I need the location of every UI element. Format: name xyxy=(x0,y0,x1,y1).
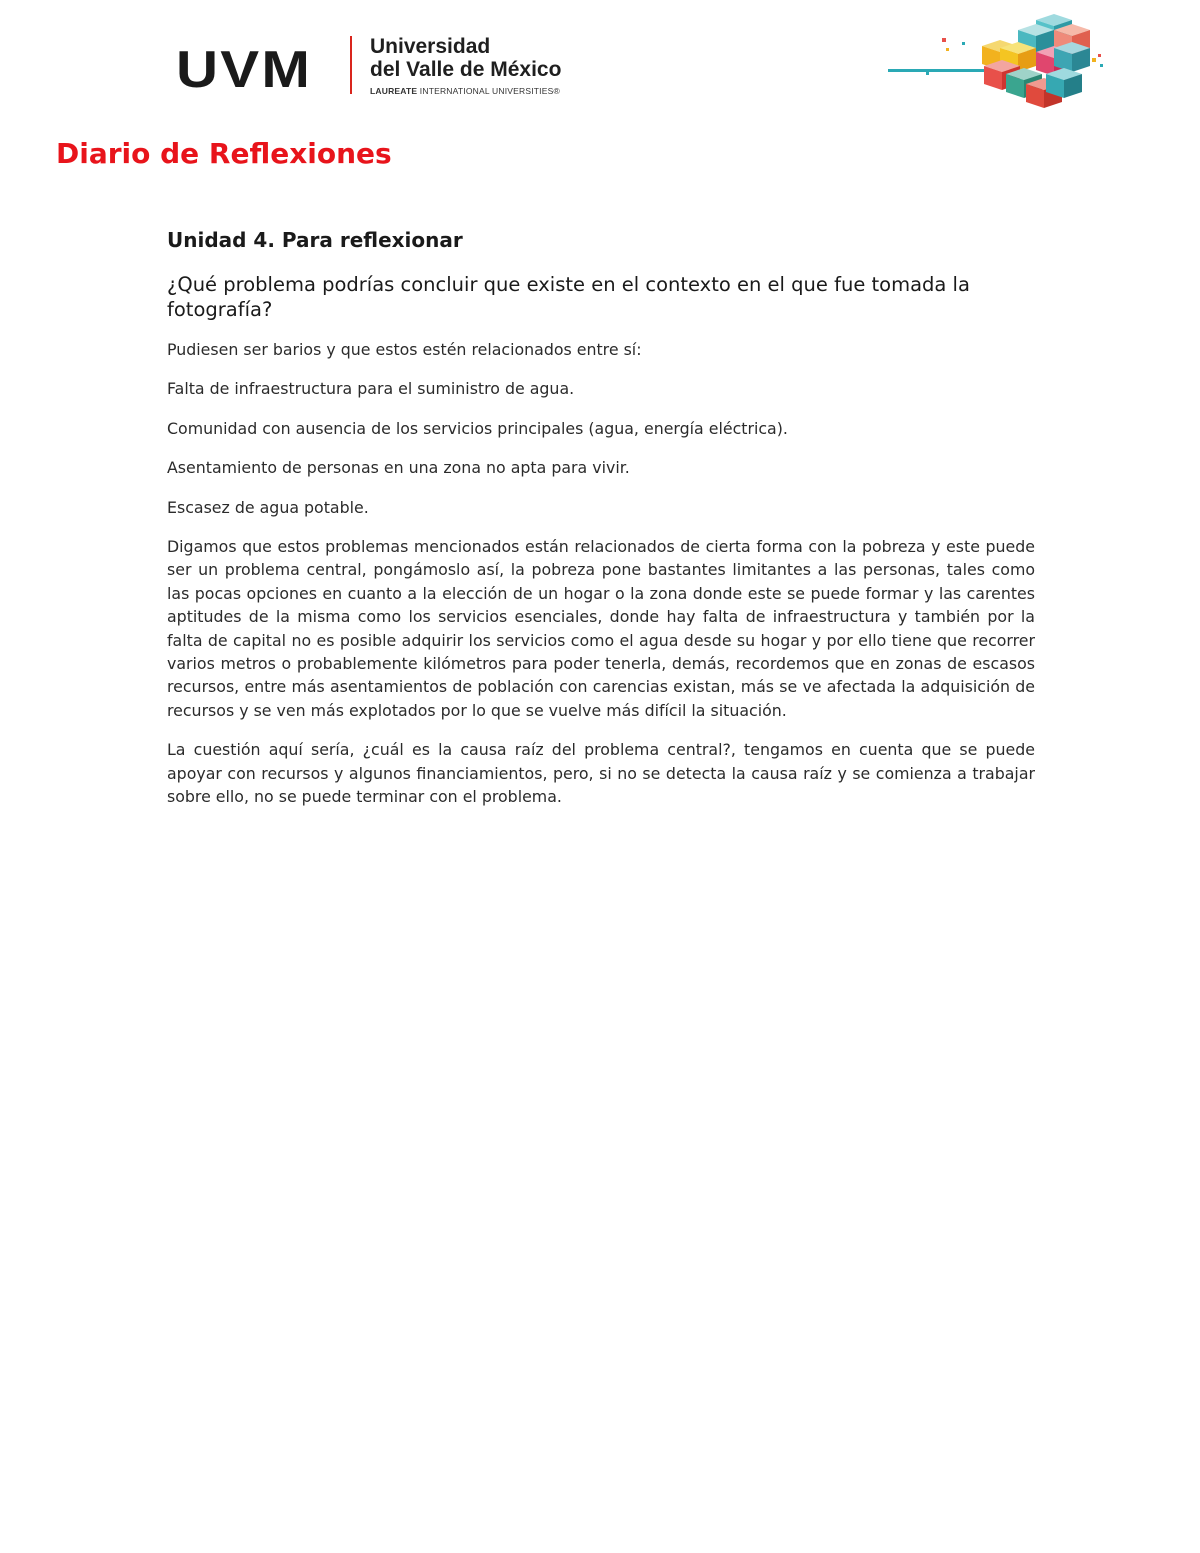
university-name-line1: Universidad xyxy=(370,35,491,58)
laureate-tagline xyxy=(370,86,560,96)
paragraph-analysis: Digamos que estos problemas mencionados están relacionados de cierta forma con la pobreza y este puede ser un problema central, pongámoslo así, la pobreza pone bastantes limitantes a las personas, tales como las pocas opciones en cuanto a la elección de un hogar o la zona donde este se puede formar y las carentes aptitudes de la misma como los servicios esenciales, donde hay falta de infraestructura y también por la falta de capital no es posible adquirir los servicios como el agua desde su hogar y por ello tiene que recorrer varios metros o probablemente kilómetros para poder tenerla, demás, recordemos que en zonas de escasos recursos, entre más asentamientos de población con carencias existan, más se ve afectada la adquisición de recursos y se ven más explotados por lo que se vuelve más difícil la situación. xyxy=(167,537,1035,720)
paragraph-item: Comunidad con ausencia de los servicios principales (agua, energía eléctrica). xyxy=(167,418,788,438)
logo-divider xyxy=(350,36,352,94)
paragraph-item: Asentamiento de personas en una zona no apta para vivir. xyxy=(167,458,630,478)
paragraph-conclusion: La cuestión aquí sería, ¿cuál es la causa raíz del problema central?, tengamos en cuenta que se puede apoyar con recursos y algunos financiamientos, pero, si no se detecta la causa raíz y se comienza a trabajar sobre ello, no se puede terminar con el problema. xyxy=(167,740,1035,807)
page-header xyxy=(0,0,1200,130)
paragraph-item: Falta de infraestructura para el suministro de agua. xyxy=(167,379,575,399)
uvm-logo-mark: UVM xyxy=(176,41,313,99)
tagline-bold: LAUREATE xyxy=(370,86,418,96)
paragraph-item: Escasez de agua potable. xyxy=(167,497,369,517)
tagline-rest: INTERNATIONAL UNIVERSITIES® xyxy=(417,86,560,96)
university-name xyxy=(370,35,561,81)
decorative-cubes-graphic xyxy=(886,12,1116,112)
document-title: Diario de Reflexiones xyxy=(56,137,392,170)
reflection-question: ¿Qué problema podrías concluir que existe en el contexto en el que fue tomada la fotografía? xyxy=(167,273,970,321)
reflection-body xyxy=(167,228,1035,825)
unit-heading: Unidad 4. Para reflexionar xyxy=(167,228,463,252)
university-name-line2: del Valle de México xyxy=(370,58,562,81)
paragraph-intro: Pudiesen ser barios y que estos estén relacionados entre sí: xyxy=(167,340,642,359)
